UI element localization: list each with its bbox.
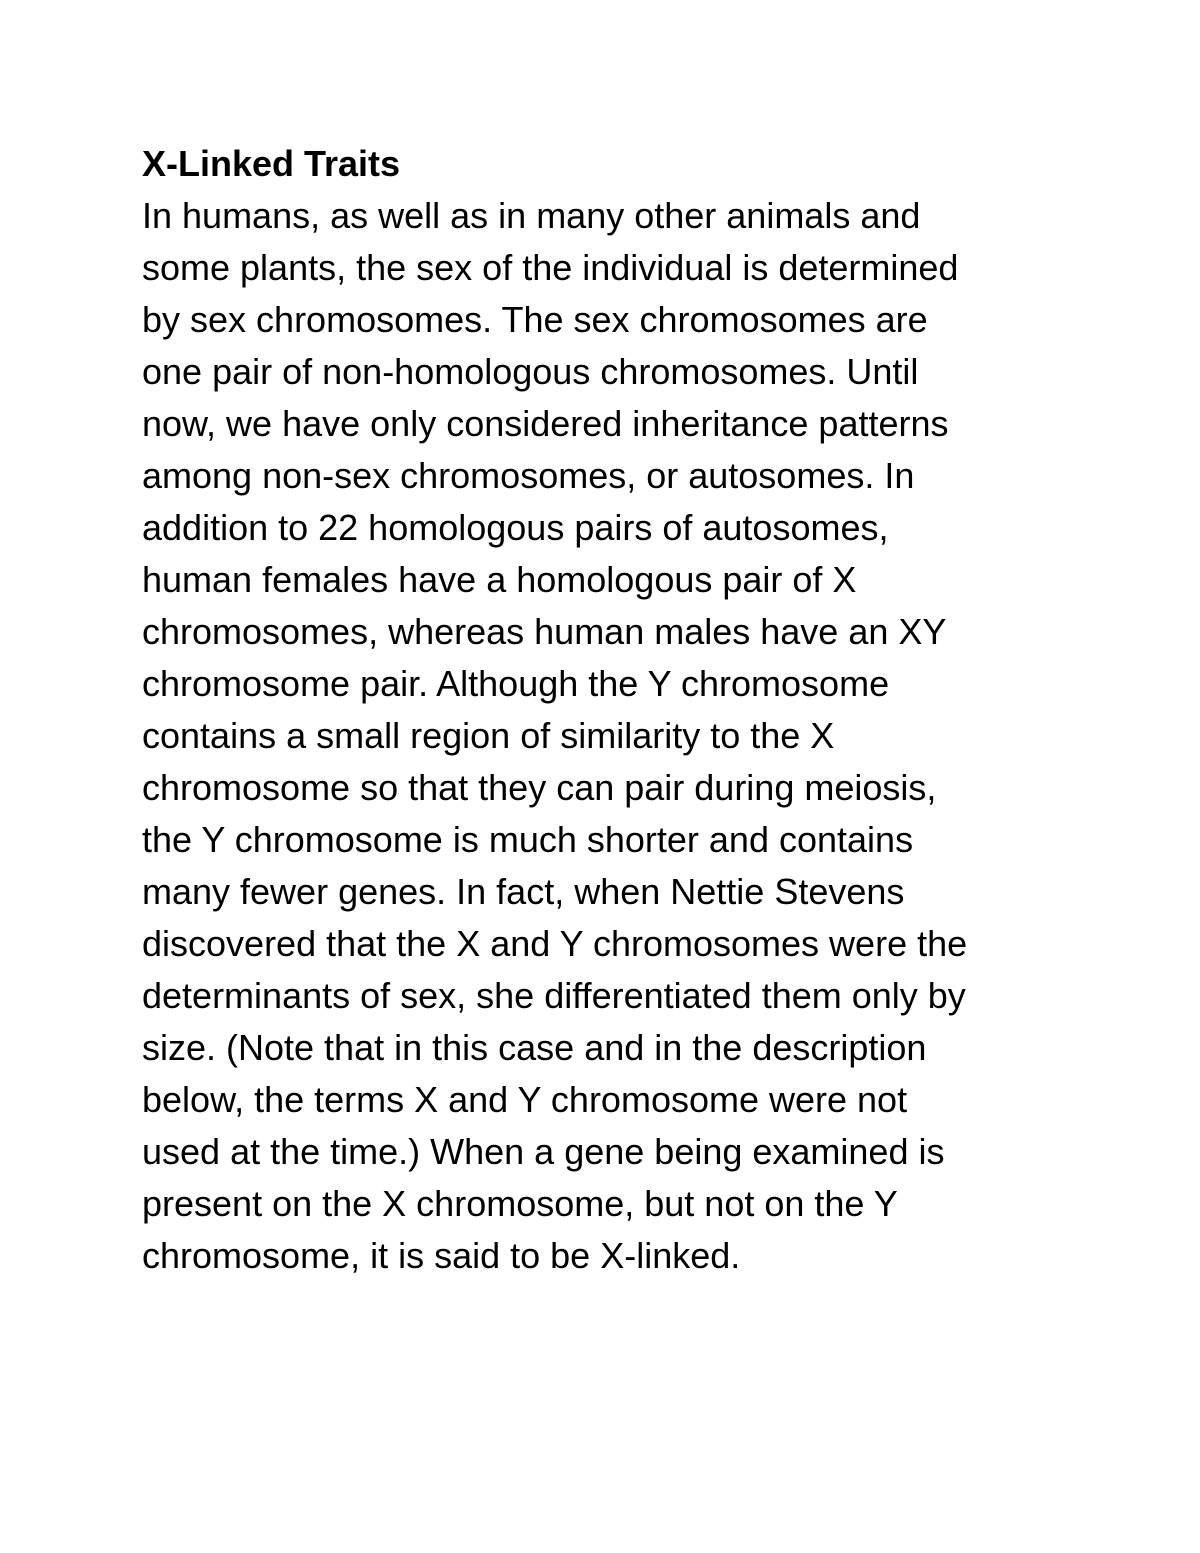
text-line: determinants of sex, she differentiated them only by [142,975,966,1016]
text-line: some plants, the sex of the individual is determined [142,247,959,288]
text-line: human females have a homologous pair of X [142,559,857,600]
text-line: discovered that the X and Y chromosomes were the [142,923,968,964]
text-line: chromosome so that they can pair during meiosis, [142,767,937,808]
text-line: now, we have only considered inheritance patterns [142,403,949,444]
text-line: chromosome pair. Although the Y chromosome [142,663,890,704]
text-line: addition to 22 homologous pairs of autosomes, [142,507,889,548]
document-content [142,138,1072,1282]
body-paragraph [142,190,1072,1282]
text-line: the Y chromosome is much shorter and contains [142,819,914,860]
text-line: In humans, as well as in many other animals and [142,195,921,236]
text-line: chromosome, it is said to be X-linked. [142,1235,741,1276]
page-title: X-Linked Traits [142,143,401,184]
text-line: present on the X chromosome, but not on the Y [142,1183,898,1224]
text-line: used at the time.) When a gene being examined is [142,1131,945,1172]
text-line: contains a small region of similarity to the X [142,715,835,756]
text-line: below, the terms X and Y chromosome were not [142,1079,908,1120]
text-line: by sex chromosomes. The sex chromosomes are [142,299,928,340]
text-line: one pair of non-homologous chromosomes. Until [142,351,919,392]
text-line: chromosomes, whereas human males have an XY [142,611,947,652]
text-line: size. (Note that in this case and in the description [142,1027,927,1068]
text-line: many fewer genes. In fact, when Nettie Stevens [142,871,905,912]
text-line: among non-sex chromosomes, or autosomes. In [142,455,915,496]
